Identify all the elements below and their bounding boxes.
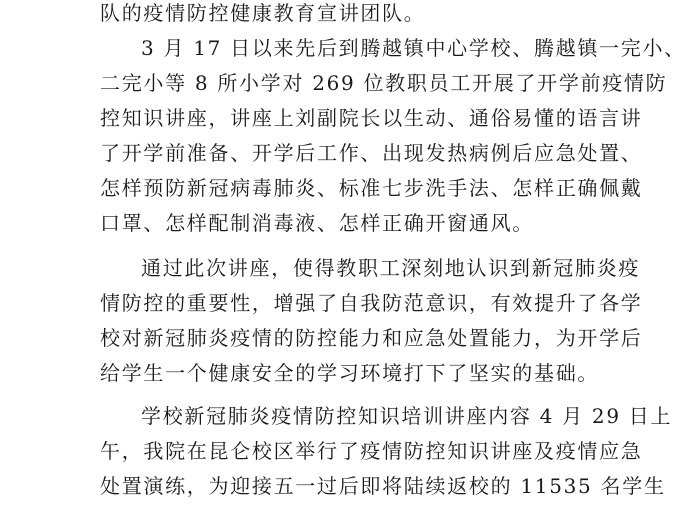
paragraph-1-line-1: 3 月 17 日以来先后到腾越镇中心学校、腾越镇一完小、 — [141, 36, 686, 60]
paragraph-1-line-2: 二完小等 8 所小学对 269 位教职员工开展了开学前疫情防 — [100, 71, 668, 95]
paragraph-1-line-6: 口罩、怎样配制消毒液、怎样正确开窗通风。 — [100, 211, 534, 235]
paragraph-3-line-2: 午，我院在昆仑校区举行了疫情防控知识讲座及疫情应急 — [100, 439, 643, 463]
paragraph-2-line-1: 通过此次讲座，使得教职工深刻地认识到新冠肺炎疫 — [141, 256, 641, 280]
paragraph-2-line-2: 情防控的重要性，增强了自我防范意识，有效提升了各学 — [100, 291, 643, 315]
paragraph-1-line-4: 了开学前准备、开学后工作、出现发热病例后应急处置、 — [100, 141, 643, 165]
paragraph-2-line-4: 给学生一个健康安全的学习环境打下了坚实的基础。 — [100, 361, 600, 385]
paragraph-3-line-1: 学校新冠肺炎疫情防控知识培训讲座内容 4 月 29 日上 — [141, 404, 673, 428]
paragraph-3-line-3: 处置演练，为迎接五一过后即将陆续返校的 11535 名学生 — [100, 474, 666, 498]
paragraph-1-line-5: 怎样预防新冠病毒肺炎、标准七步洗手法、怎样正确佩戴 — [100, 176, 643, 200]
text-line-1: 队的疫情防控健康教育宣讲团队。 — [100, 1, 426, 25]
paragraph-1-line-3: 控知识讲座，讲座上刘副院长以生动、通俗易懂的语言讲 — [100, 106, 643, 130]
paragraph-2-line-3: 校对新冠肺炎疫情的防控能力和应急处置能力，为开学后 — [100, 326, 643, 350]
